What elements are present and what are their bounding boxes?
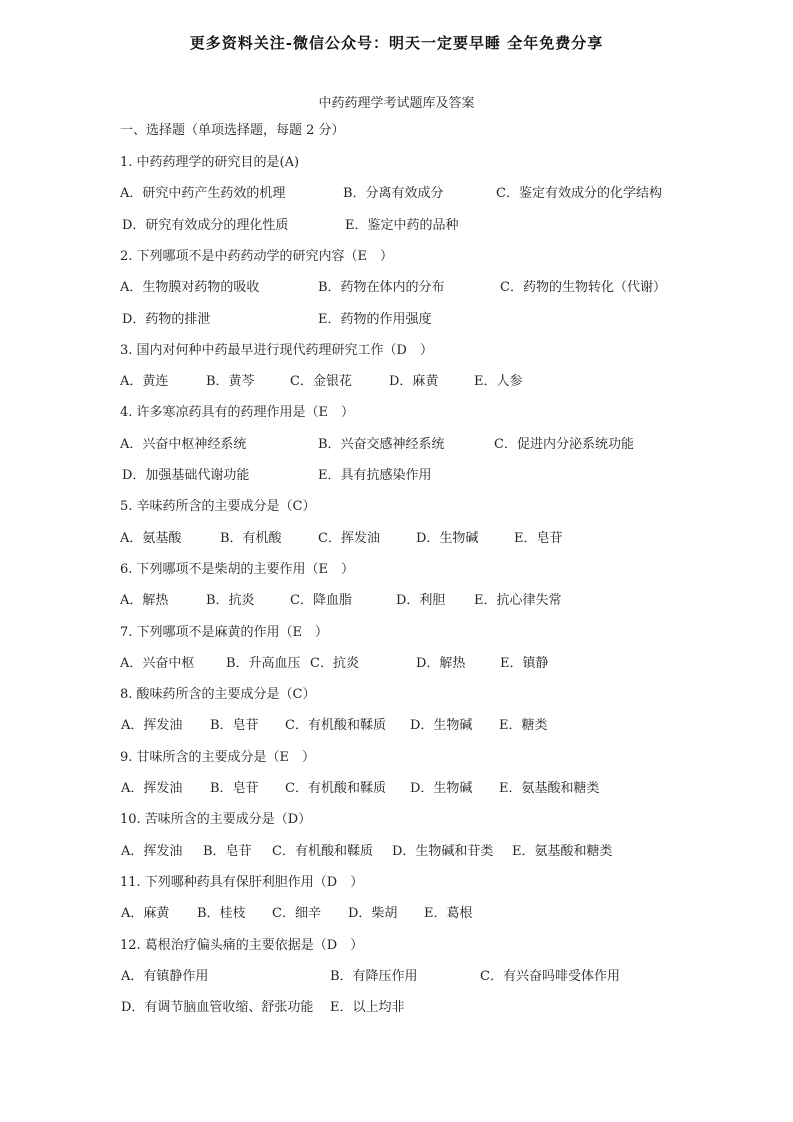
question-1-option-c: C．鉴定有效成分的化学结构: [496, 186, 662, 202]
question-11-option-e: E．葛根: [424, 906, 473, 922]
question-10-option-c: C．有机酸和鞣质: [272, 843, 373, 859]
question-10-option-b: B．皂苷: [203, 843, 252, 859]
watermark-banner: 更多资料关注-微信公众号：明天一定要早睡 全年免费分享: [189, 34, 604, 52]
question-9-option-d: D．生物碱: [410, 781, 473, 796]
question-2: 2. 下列哪项不是中药药动学的研究内容（E ）: [120, 248, 394, 264]
question-5-option-c: C．挥发油: [318, 530, 380, 546]
question-7-option-d: D．解热: [416, 655, 466, 671]
question-2-option-e: E．药物的作用强度: [318, 311, 432, 327]
question-1: 1. 中药药理学的研究目的是(A): [120, 155, 300, 170]
question-1-option-a: A．研究中药产生药效的机理: [120, 186, 286, 202]
question-6-option-d: D．利胆: [396, 593, 446, 609]
question-8: 8. 酸味药所含的主要成分是（C）: [120, 687, 316, 703]
question-11-option-b: B．桂枝: [197, 906, 246, 922]
question-7: 7. 下列哪项不是麻黄的作用（E ）: [120, 624, 329, 640]
question-5-option-a: A．氨基酸: [120, 530, 182, 546]
question-1-option-e: E．鉴定中药的品种: [345, 217, 459, 233]
question-9-option-a: A．挥发油: [121, 781, 183, 796]
question-3: 3. 国内对何种中药最早进行现代药理研究工作（D ）: [120, 342, 433, 358]
question-9-option-e: E．氨基酸和糖类: [499, 781, 600, 796]
question-6-option-b: B．抗炎: [206, 593, 255, 609]
question-7-option-e: E．镇静: [500, 655, 549, 671]
question-6-option-e: E．抗心律失常: [474, 593, 562, 609]
question-4-option-c: C．促进内分泌系统功能: [494, 436, 634, 452]
question-7-option-a: A．兴奋中枢: [120, 655, 195, 671]
question-1-option-b: B．分离有效成分: [343, 186, 444, 202]
question-8-option-b: B．皂苷: [210, 718, 259, 734]
question-9-option-b: B．皂苷: [210, 781, 259, 796]
question-6-option-a: A．解热: [120, 593, 169, 609]
question-6-option-c: C．降血脂: [290, 593, 352, 609]
question-10: 10. 苦味所含的主要成分是（D）: [120, 812, 312, 828]
question-4-option-e: E．具有抗感染作用: [318, 468, 432, 483]
question-2-option-a: A．生物膜对药物的吸收: [120, 280, 260, 296]
question-4-option-a: A．兴奋中枢神经系统: [120, 436, 247, 452]
question-11: 11. 下列哪种药具有保肝利胆作用（D ）: [120, 874, 364, 890]
question-10-option-e: E．氨基酸和糖类: [512, 843, 613, 859]
question-12-option-a: A．有镇静作用: [121, 968, 209, 984]
question-2-option-b: B．药物在体内的分布: [318, 280, 445, 296]
question-6: 6. 下列哪项不是柴胡的主要作用（E ）: [120, 561, 355, 577]
question-3-option-b: B．黄芩: [206, 374, 255, 390]
question-8-option-a: A．挥发油: [121, 718, 183, 734]
question-3-option-a: A．黄连: [120, 374, 169, 390]
question-4-option-b: B．兴奋交感神经系统: [318, 436, 445, 452]
question-12-option-e: E．以上均非: [330, 1000, 405, 1016]
question-5: 5. 辛味药所含的主要成分是（C）: [120, 499, 316, 515]
question-4-option-d: D．加强基础代谢功能: [122, 468, 250, 483]
question-5-option-d: D．生物碱: [416, 530, 479, 546]
question-3-option-e: E．人参: [474, 374, 523, 390]
question-10-option-a: A．挥发油: [121, 843, 183, 859]
section-heading: 一、选择题（单项选择题，每题 2 分）: [120, 123, 345, 138]
question-11-option-d: D．柴胡: [348, 906, 398, 922]
question-5-option-e: E．皂苷: [514, 530, 563, 546]
question-8-option-c: C．有机酸和鞣质: [285, 718, 386, 734]
question-7-option-b: B．升高血压: [226, 655, 301, 671]
question-12-option-c: C．有兴奋吗啡受体作用: [480, 968, 620, 984]
question-5-option-b: B．有机酸: [220, 530, 282, 546]
question-3-option-c: C．金银花: [290, 374, 352, 390]
question-1-option-d: D．研究有效成分的理化性质: [122, 217, 289, 233]
question-3-option-d: D．麻黄: [389, 374, 439, 390]
question-11-option-c: C．细辛: [272, 906, 321, 922]
question-11-option-a: A．麻黄: [121, 906, 170, 922]
question-10-option-d: D．生物碱和苷类: [392, 843, 494, 859]
question-12-option-d: D．有调节脑血管收缩、舒张功能: [121, 1000, 314, 1016]
question-8-option-d: D．生物碱: [410, 718, 473, 734]
question-9-option-c: C．有机酸和鞣质: [285, 781, 386, 796]
question-8-option-e: E．糖类: [499, 718, 548, 734]
question-2-option-c: C．药物的生物转化（代谢）: [500, 280, 666, 296]
question-12-option-b: B．有降压作用: [330, 968, 418, 984]
question-9: 9. 甘味所含的主要成分是（E ）: [120, 749, 316, 765]
question-12: 12. 葛根治疗偏头痛的主要依据是（D ）: [120, 937, 364, 953]
question-7-option-c: C．抗炎: [310, 655, 359, 671]
question-2-option-d: D．药物的排泄: [122, 311, 211, 327]
question-4: 4. 许多寒凉药具有的药理作用是（E ）: [120, 405, 355, 421]
document-title: 中药药理学考试题库及答案: [318, 96, 475, 111]
